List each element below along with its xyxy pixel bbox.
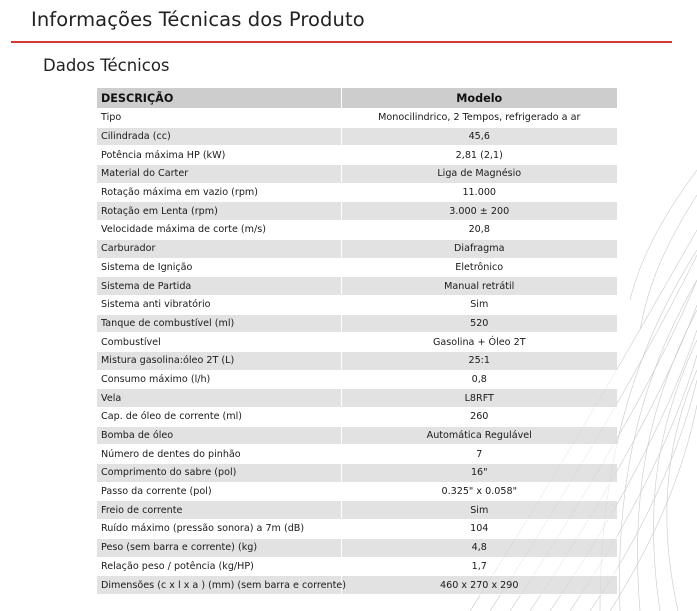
spec-value: Sim xyxy=(341,295,617,314)
spec-value: 4,8 xyxy=(341,538,617,557)
table-row xyxy=(97,482,617,501)
spec-value: Monocilindrico, 2 Tempos, refrigerado a ar xyxy=(341,109,617,128)
spec-label: Potência máxima HP (kW) xyxy=(97,146,341,165)
spec-label: Cilindrada (cc) xyxy=(97,127,341,146)
spec-value: 7 xyxy=(341,445,617,464)
spec-value: 0.325" x 0.058" xyxy=(341,482,617,501)
table-row xyxy=(97,351,617,370)
spec-label: Comprimento do sabre (pol) xyxy=(97,464,341,483)
table-row xyxy=(97,426,617,445)
spec-label: Carburador xyxy=(97,239,341,258)
spec-value: 20,8 xyxy=(341,221,617,240)
header-model: Modelo xyxy=(341,88,617,109)
table-row xyxy=(97,538,617,557)
spec-label: Velocidade máxima de corte (m/s) xyxy=(97,221,341,240)
spec-value: Automática Regulável xyxy=(341,426,617,445)
spec-label: Cap. de óleo de corrente (ml) xyxy=(97,408,341,427)
spec-value: 2,81 (2,1) xyxy=(341,146,617,165)
spec-label: Rotação máxima em vazio (rpm) xyxy=(97,183,341,202)
spec-value: Eletrônico xyxy=(341,258,617,277)
spec-label: Combustível xyxy=(97,333,341,352)
spec-label: Vela xyxy=(97,389,341,408)
spec-value: 0,8 xyxy=(341,370,617,389)
table-row xyxy=(97,520,617,539)
spec-label: Sistema anti vibratório xyxy=(97,295,341,314)
spec-value: Diafragma xyxy=(341,239,617,258)
spec-label: Material do Carter xyxy=(97,165,341,184)
spec-label: Peso (sem barra e corrente) (kg) xyxy=(97,538,341,557)
spec-label: Sistema de Ignição xyxy=(97,258,341,277)
table-row xyxy=(97,333,617,352)
table-row xyxy=(97,165,617,184)
spec-value: 45,6 xyxy=(341,127,617,146)
spec-value: 104 xyxy=(341,520,617,539)
spec-label: Ruído máximo (pressão sonora) a 7m (dB) xyxy=(97,520,341,539)
spec-label: Freio de corrente xyxy=(97,501,341,520)
spec-label: Consumo máximo (l/h) xyxy=(97,370,341,389)
spec-label: Tipo xyxy=(97,109,341,128)
table-row xyxy=(97,445,617,464)
table-row xyxy=(97,239,617,258)
spec-label: Mistura gasolina:óleo 2T (L) xyxy=(97,351,341,370)
spec-value: 11.000 xyxy=(341,183,617,202)
table-row xyxy=(97,109,617,128)
spec-value: 3.000 ± 200 xyxy=(341,202,617,221)
technical-specs-table xyxy=(97,88,617,595)
spec-value: 260 xyxy=(341,408,617,427)
spec-value: L8RFT xyxy=(341,389,617,408)
table-row xyxy=(97,146,617,165)
spec-label: Sistema de Partida xyxy=(97,277,341,296)
table-row xyxy=(97,408,617,427)
table-row xyxy=(97,464,617,483)
section-title: Dados Técnicos xyxy=(43,56,170,75)
title-divider xyxy=(11,41,672,43)
table-body xyxy=(97,109,617,595)
table-row xyxy=(97,314,617,333)
table-row xyxy=(97,277,617,296)
spec-value: 16" xyxy=(341,464,617,483)
table-row xyxy=(97,127,617,146)
table-header-row xyxy=(97,88,617,109)
spec-label: Dimensões (c x l x a ) (mm) (sem barra e corrente) xyxy=(97,576,341,595)
table-row xyxy=(97,258,617,277)
spec-value: Gasolina + Óleo 2T xyxy=(341,333,617,352)
spec-label: Rotação em Lenta (rpm) xyxy=(97,202,341,221)
table-row xyxy=(97,389,617,408)
spec-value: 520 xyxy=(341,314,617,333)
table-row xyxy=(97,501,617,520)
spec-value: 1,7 xyxy=(341,557,617,576)
spec-value: 25:1 xyxy=(341,351,617,370)
table-row xyxy=(97,557,617,576)
spec-value: 460 x 270 x 290 xyxy=(341,576,617,595)
spec-value: Sim xyxy=(341,501,617,520)
spec-label: Passo da corrente (pol) xyxy=(97,482,341,501)
spec-value: Manual retrátil xyxy=(341,277,617,296)
table-row xyxy=(97,576,617,595)
spec-label: Relação peso / potência (kg/HP) xyxy=(97,557,341,576)
page-title: Informações Técnicas dos Produto xyxy=(31,8,365,31)
spec-label: Número de dentes do pinhão xyxy=(97,445,341,464)
table-row xyxy=(97,370,617,389)
table-row xyxy=(97,183,617,202)
spec-label: Tanque de combustível (ml) xyxy=(97,314,341,333)
table-row xyxy=(97,295,617,314)
table-row xyxy=(97,202,617,221)
header-description: DESCRIÇÃO xyxy=(97,88,341,109)
spec-label: Bomba de óleo xyxy=(97,426,341,445)
table-row xyxy=(97,221,617,240)
spec-value: Liga de Magnésio xyxy=(341,165,617,184)
